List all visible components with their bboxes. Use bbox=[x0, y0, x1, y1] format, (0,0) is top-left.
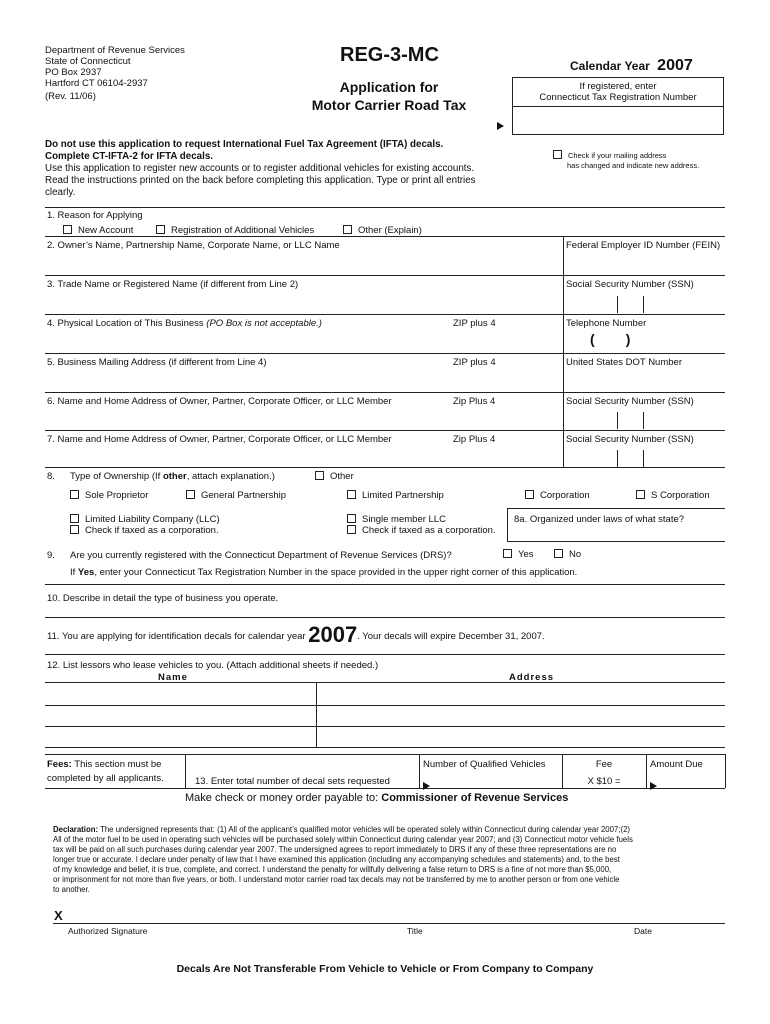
calendar-year bbox=[570, 57, 693, 75]
state-name: State of Connecticut bbox=[45, 56, 131, 67]
lessor-address-header: Address bbox=[509, 672, 555, 683]
date-label: Date bbox=[634, 926, 652, 936]
mailing-address-field[interactable]: 5. Business Mailing Address (if different from Line 4) bbox=[47, 357, 267, 368]
usage-note: Use this application to register new accounts or to register additional vehicles for existing accounts. bbox=[45, 163, 475, 174]
owner2-ssn-field[interactable]: Social Security Number (SSN) bbox=[566, 434, 694, 445]
ifta-warning: Do not use this application to request International Fuel Tax Agreement (IFTA) decals. bbox=[45, 139, 444, 150]
declaration-label: Declaration: bbox=[53, 825, 99, 834]
physical-location-note: (PO Box is not acceptable.) bbox=[206, 318, 322, 329]
dot-number-field[interactable]: United States DOT Number bbox=[566, 357, 682, 368]
new-account-option[interactable] bbox=[63, 225, 133, 236]
decal-year-text: 11. You are applying for identification decals for calendar year bbox=[47, 631, 309, 642]
calendar-year-label: Calendar Year bbox=[570, 59, 650, 73]
single-member-llc-label: Single member LLC bbox=[362, 514, 446, 525]
general-partnership-label: General Partnership bbox=[201, 490, 287, 501]
drs-no-label: No bbox=[569, 549, 582, 560]
llc-taxed-corp-label: Check if taxed as a corporation. bbox=[85, 525, 219, 536]
drs-no-checkbox[interactable] bbox=[554, 549, 563, 558]
reg-line1: If registered, enter bbox=[579, 81, 657, 92]
calendar-year-value: 2007 bbox=[657, 57, 693, 74]
other-reason-label: Other (Explain) bbox=[358, 225, 422, 236]
s-corporation-label: S Corporation bbox=[651, 490, 710, 501]
payable-to: Make check or money order payable to: Commissioner of Revenue Services bbox=[185, 792, 569, 804]
mailing-change-checkbox[interactable] bbox=[553, 150, 562, 159]
lessor-name-header: Name bbox=[158, 672, 188, 683]
fee-header: Fee bbox=[595, 759, 613, 770]
revision: (Rev. 11/06) bbox=[45, 91, 96, 102]
lessors-label: 12. List lessors who lease vehicles to you. (Attach additional sheets if needed.) bbox=[47, 660, 379, 671]
mailing-change-label: Check if your mailing address bbox=[568, 151, 667, 160]
lessor-name-inputs[interactable] bbox=[45, 682, 316, 747]
sole-proprietor-label: Sole Proprietor bbox=[85, 490, 149, 501]
fees-note: Fees: This section must be completed by all applicants. bbox=[47, 759, 164, 784]
drs-yes-checkbox[interactable] bbox=[503, 549, 512, 558]
owner-name-field[interactable]: 2. Owner’s Name, Partnership Name, Corporate Name, or LLC Name bbox=[47, 240, 340, 251]
drs-question: Are you currently registered with the Connecticut Department of Revenue Services (DRS)? bbox=[70, 550, 452, 561]
registration-number-box[interactable] bbox=[512, 77, 724, 135]
agency-address bbox=[45, 45, 185, 102]
ownership-other-checkbox[interactable] bbox=[315, 471, 324, 480]
single-member-llc-option[interactable] bbox=[347, 514, 446, 525]
form-title-line2: Motor Carrier Road Tax bbox=[311, 97, 467, 113]
state-organized-field[interactable]: 8a. Organized under laws of what state? bbox=[514, 514, 685, 525]
other-reason-checkbox[interactable] bbox=[343, 225, 352, 234]
signature-x-mark: X bbox=[54, 908, 63, 923]
corporation-checkbox[interactable] bbox=[525, 490, 534, 499]
drs-no-option[interactable] bbox=[554, 549, 581, 560]
drs-yes-label: Yes bbox=[518, 549, 534, 560]
ifta-instruction: Complete CT-IFTA-2 for IFTA decals. bbox=[45, 151, 214, 162]
area-code-parens: ( ) bbox=[590, 331, 631, 347]
ownership-type-label: Type of Ownership (If other, attach explanation.) bbox=[70, 471, 275, 482]
ssn-field[interactable]: Social Security Number (SSN) bbox=[566, 279, 694, 290]
signature-label: Authorized Signature bbox=[68, 926, 148, 936]
form-title bbox=[300, 78, 478, 114]
drs-note: If Yes, enter your Connecticut Tax Registration Number in the space provided in the upper right corner of this application. bbox=[70, 567, 578, 578]
declaration: Declaration: The undersigned represents that: (1) All of the applicant’s qualified motor vehicles will be operated solely within Connecticut during calendar year 2007;(2) All of the motor fuel to be used in operating such vehicles will be purchased solely within Connecticut during calendar year 2007; and (3) Connecticut motor vehicle fuels tax will be paid on all such purchases during calendar year 2007. The undersigned agrees to report immediately to DRS if any of these three representations are no longer true or accurate. I declare under penalty of law that I have examined this application (including any accompanying schedules and statements) and, to the best of my knowledge and belief, it is true, complete, and correct. I understand the penalty for willfully delivering a false return to DRS is a fine of not more than $5,000, or imprisonment for not more than five years, or both. I understand motor carrier road tax decals may not be transferred by me to another person or from one vehicle to another. bbox=[53, 825, 633, 894]
lessor-address-inputs[interactable] bbox=[317, 682, 725, 747]
other-reason-option[interactable] bbox=[343, 225, 422, 236]
general-partnership-option[interactable] bbox=[186, 490, 286, 501]
general-partnership-checkbox[interactable] bbox=[186, 490, 195, 499]
s-corporation-checkbox[interactable] bbox=[636, 490, 645, 499]
smllc-taxed-corp-option[interactable] bbox=[347, 525, 496, 536]
limited-partnership-label: Limited Partnership bbox=[362, 490, 444, 501]
reg-line2: Connecticut Tax Registration Number bbox=[539, 92, 697, 103]
arrow-icon bbox=[650, 776, 657, 794]
qualified-vehicles-input[interactable] bbox=[422, 772, 560, 787]
telephone-field[interactable]: Telephone Number bbox=[566, 318, 647, 329]
physical-zip-field[interactable]: ZIP plus 4 bbox=[453, 318, 496, 329]
owner1-address-field[interactable]: 6. Name and Home Address of Owner, Partner, Corporate Officer, or LLC Member bbox=[47, 396, 392, 407]
fee-calculation: X $10 = bbox=[587, 776, 621, 787]
decal-sets-label: 13. Enter total number of decal sets requested bbox=[195, 776, 390, 787]
llc-option[interactable] bbox=[70, 514, 220, 525]
amount-due-input[interactable] bbox=[660, 772, 722, 787]
instructions bbox=[45, 139, 565, 199]
line8-number: 8. bbox=[47, 471, 55, 482]
corporation-option[interactable] bbox=[525, 490, 590, 501]
form-title-line1: Application for bbox=[339, 79, 439, 95]
limited-partnership-option[interactable] bbox=[347, 490, 444, 501]
new-account-label: New Account bbox=[78, 225, 134, 236]
owner2-zip-field[interactable]: Zip Plus 4 bbox=[453, 434, 496, 445]
amount-due-header: Amount Due bbox=[650, 759, 703, 770]
limited-partnership-checkbox[interactable] bbox=[347, 490, 356, 499]
mailing-change-label2: has changed and indicate new address. bbox=[567, 161, 700, 170]
arrow-icon bbox=[497, 116, 504, 134]
read-note: Read the instructions printed on the back before completing this application. Type or print all entries bbox=[45, 175, 476, 186]
additional-vehicles-label: Registration of Additional Vehicles bbox=[171, 225, 315, 236]
form-number: REG-3-MC bbox=[340, 44, 439, 66]
drs-yes-option[interactable] bbox=[503, 549, 534, 560]
title-label: Title bbox=[407, 926, 423, 936]
trade-name-field[interactable]: 3. Trade Name or Registered Name (if different from Line 2) bbox=[47, 279, 299, 290]
ownership-other-label: Other bbox=[330, 471, 354, 482]
po-box: PO Box 2937 bbox=[45, 67, 102, 78]
business-description-field[interactable]: 10. Describe in detail the type of business you operate. bbox=[47, 593, 279, 604]
qualified-vehicles-header: Number of Qualified Vehicles bbox=[423, 759, 546, 770]
owner1-ssn-field[interactable]: Social Security Number (SSN) bbox=[566, 396, 694, 407]
reason-label: 1. Reason for Applying bbox=[47, 210, 143, 221]
signature-line-area[interactable] bbox=[62, 908, 722, 924]
footer-notice: Decals Are Not Transferable From Vehicle to Vehicle or From Company to Company bbox=[176, 963, 594, 975]
read-note-end: clearly. bbox=[45, 187, 76, 198]
owner1-zip-field[interactable]: Zip Plus 4 bbox=[453, 396, 496, 407]
reg-instructions bbox=[513, 81, 723, 103]
fein-field[interactable]: Federal Employer ID Number (FEIN) bbox=[566, 240, 721, 251]
city-zip: Hartford CT 06104-2937 bbox=[45, 78, 148, 89]
llc-taxed-corp-option[interactable] bbox=[70, 525, 219, 536]
mailing-change bbox=[553, 150, 699, 171]
llc-taxed-corp-checkbox[interactable] bbox=[70, 525, 79, 534]
physical-location-field[interactable] bbox=[47, 318, 322, 329]
physical-location-label: 4. Physical Location of This Business bbox=[47, 318, 207, 329]
sole-proprietor-checkbox[interactable] bbox=[70, 490, 79, 499]
additional-vehicles-checkbox[interactable] bbox=[156, 225, 165, 234]
decal-expiry-text: . Your decals will expire December 31, 2007. bbox=[357, 631, 545, 642]
decal-year-statement bbox=[47, 622, 545, 647]
ownership-other-option[interactable] bbox=[315, 471, 354, 482]
dept-name: Department of Revenue Services bbox=[45, 45, 185, 56]
llc-label: Limited Liability Company (LLC) bbox=[85, 514, 220, 525]
llc-checkbox[interactable] bbox=[70, 514, 79, 523]
s-corporation-option[interactable] bbox=[636, 490, 710, 501]
smllc-taxed-corp-checkbox[interactable] bbox=[347, 525, 356, 534]
decal-year-value: 2007 bbox=[308, 622, 358, 647]
smllc-taxed-corp-label: Check if taxed as a corporation. bbox=[362, 525, 496, 536]
owner2-address-field[interactable]: 7. Name and Home Address of Owner, Partner, Corporate Officer, or LLC Member bbox=[47, 434, 392, 445]
sole-proprietor-option[interactable] bbox=[70, 490, 148, 501]
additional-vehicles-option[interactable] bbox=[156, 225, 314, 236]
new-account-checkbox[interactable] bbox=[63, 225, 72, 234]
single-member-llc-checkbox[interactable] bbox=[347, 514, 356, 523]
mailing-zip-field[interactable]: ZIP plus 4 bbox=[453, 357, 496, 368]
line9-number: 9. bbox=[47, 550, 55, 561]
corporation-label: Corporation bbox=[540, 490, 590, 501]
